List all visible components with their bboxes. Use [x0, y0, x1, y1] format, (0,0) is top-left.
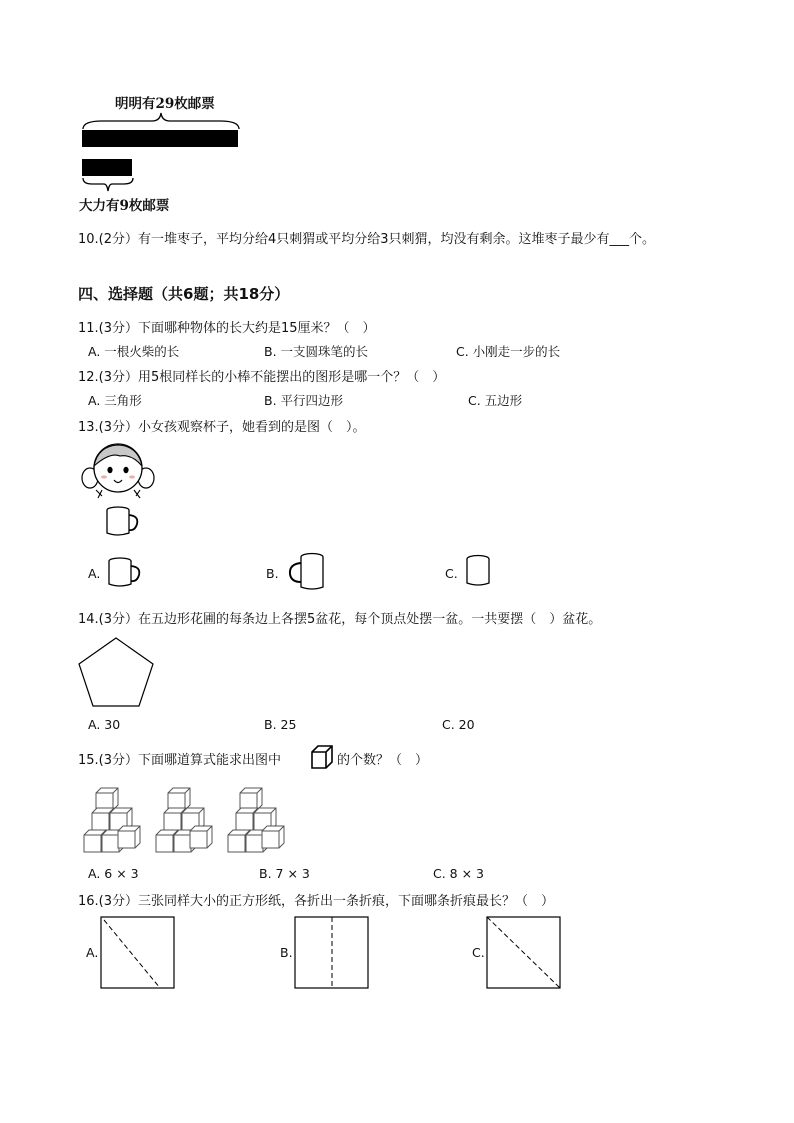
q15-option-c[interactable]: C. 8 × 3	[433, 866, 485, 881]
question-12: 12.(3分）用5根同样长的小棒不能摆出的图形是哪一个？（ ）	[78, 370, 446, 385]
question-13: 13.(3分）小女孩观察杯子，她看到的是图（ ）。	[78, 420, 366, 435]
q16-option-a[interactable]: A.	[86, 945, 99, 960]
q14-option-c[interactable]: C. 20	[442, 717, 475, 732]
square-corner-diagonal-fold[interactable]	[486, 916, 562, 990]
square-diagonal-fold[interactable]	[100, 916, 176, 990]
q12-option-a[interactable]: A. 三角形	[88, 393, 142, 408]
q14-option-a[interactable]: A. 30	[88, 717, 121, 732]
q16-option-b[interactable]: B.	[280, 945, 293, 960]
top-brace	[82, 112, 240, 130]
dali-bar	[82, 159, 132, 176]
girl-illustration	[80, 440, 156, 500]
cup-front-no-handle-icon[interactable]	[464, 554, 494, 588]
q11-option-a[interactable]: A. 一根火柴的长	[88, 344, 180, 359]
dali-stamps-label: 大力有9枚邮票	[79, 198, 170, 214]
q15-option-a[interactable]: A. 6 × 3	[88, 866, 139, 881]
mingming-bar	[82, 130, 238, 147]
cube-stacks-figure	[82, 786, 282, 856]
q14-option-b[interactable]: B. 25	[264, 717, 297, 732]
cup-side-handle-left-icon[interactable]	[286, 552, 326, 592]
question-16: 16.(3分）三张同样大小的正方形纸，各折出一条折痕，下面哪条折痕最长？（ ）	[78, 894, 555, 909]
q16-option-c[interactable]: C.	[472, 945, 485, 960]
cup-side-handle-right-icon[interactable]	[106, 557, 144, 589]
question-14: 14.(3分）在五边形花圃的每条边上各摆5盆花，每个顶点处摆一盆。一共要摆（ ）盆花。	[78, 612, 602, 627]
question-10: 10.(2分）有一堆枣子，平均分给4只刺猬或平均分给3只刺猬，均没有剩余。这堆枣子最少有___个。	[78, 232, 656, 247]
mingming-stamps-label: 明明有29枚邮票	[115, 96, 215, 112]
q11-option-c[interactable]: C. 小刚走一步的长	[456, 344, 561, 359]
question-11: 11.(3分）下面哪种物体的长大约是15厘米？（ ）	[78, 321, 376, 336]
square-vertical-fold[interactable]	[294, 916, 370, 990]
q13-option-c[interactable]: C.	[445, 566, 458, 581]
observed-cup-icon	[104, 506, 142, 538]
q11-option-b[interactable]: B. 一支圆珠笔的长	[264, 344, 369, 359]
question-15-after: 的个数？（ ）	[337, 753, 429, 768]
bottom-brace	[82, 177, 134, 193]
q13-option-a[interactable]: A.	[88, 566, 101, 581]
q12-option-c[interactable]: C. 五边形	[468, 393, 523, 408]
q12-option-b[interactable]: B. 平行四边形	[264, 393, 344, 408]
q13-option-b[interactable]: B.	[266, 566, 279, 581]
cube-icon	[310, 744, 334, 770]
pentagon-shape	[76, 636, 156, 708]
q15-option-b[interactable]: B. 7 × 3	[259, 866, 310, 881]
section-title: 四、选择题（共6题；共18分）	[78, 285, 290, 303]
question-15-before: 15.(3分）下面哪道算式能求出图中	[78, 753, 282, 768]
